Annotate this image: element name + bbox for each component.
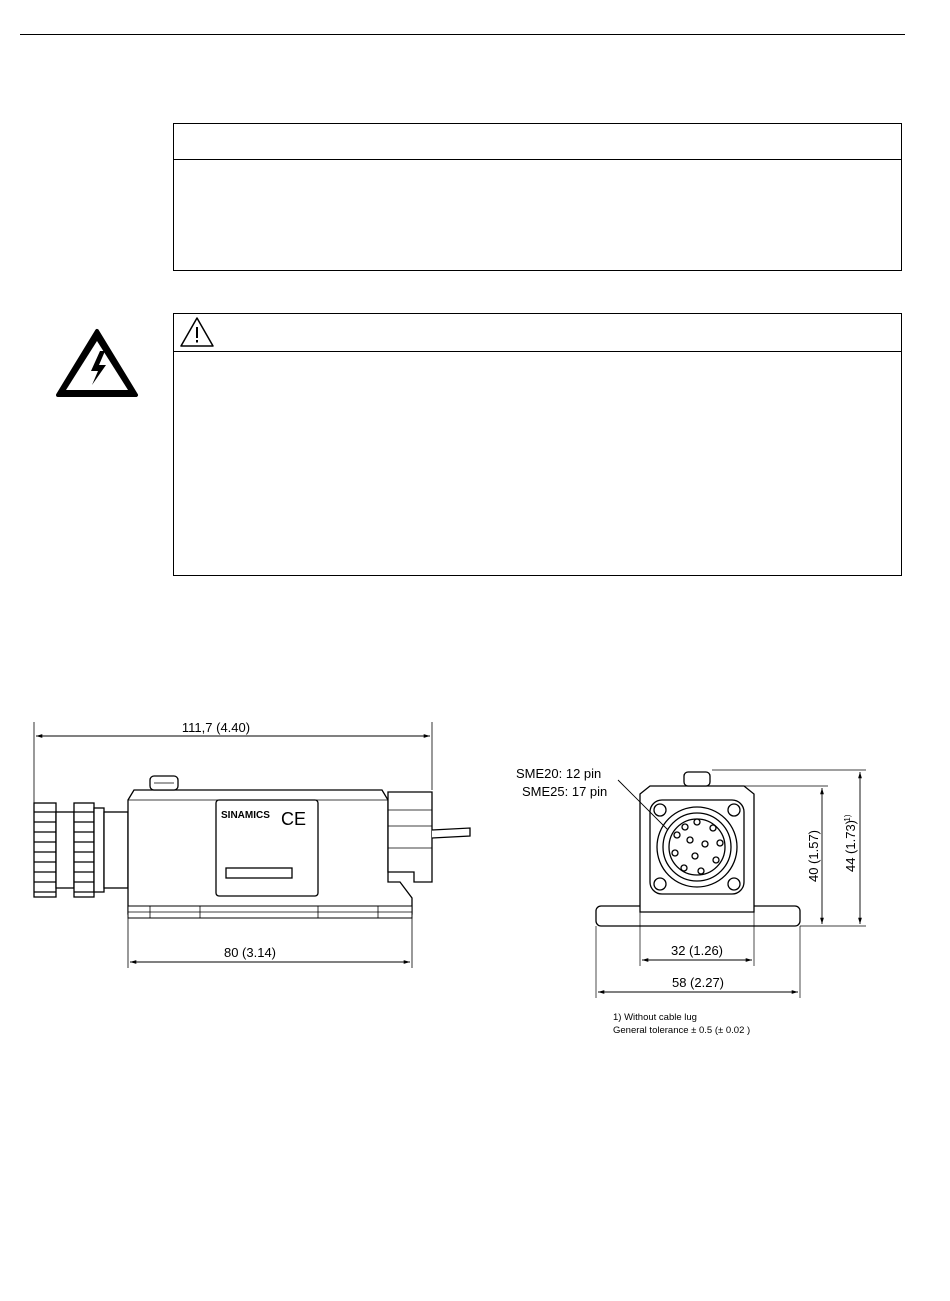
warning-triangle-icon xyxy=(179,316,215,348)
connector xyxy=(34,803,128,897)
height-44-footnote-ref: 1) xyxy=(843,814,852,822)
brand-label: SINAMICS xyxy=(221,810,270,821)
pin-label-sme20: SME20: 12 pin xyxy=(516,766,602,781)
header-rule xyxy=(20,34,905,35)
width-58-label: 58 (2.27) xyxy=(671,975,725,990)
front-view xyxy=(596,770,866,998)
width-32-label: 32 (1.26) xyxy=(670,943,724,958)
base-length-label: 80 (3.14) xyxy=(223,945,277,960)
dimension-drawing xyxy=(0,700,950,1060)
high-voltage-warning-icon xyxy=(54,327,140,399)
warning-box xyxy=(173,313,902,576)
height-40-label: 40 (1.57) xyxy=(806,829,821,883)
overall-length-label: 111,7 (4.40) xyxy=(181,720,251,735)
ce-mark: CE xyxy=(281,809,307,829)
pin-label-sme25: SME25: 17 pin xyxy=(522,784,608,799)
height-44-label: 44 (1.73) xyxy=(843,819,858,873)
side-view xyxy=(34,722,470,968)
footnote-cable-lug: 1) Without cable lug xyxy=(613,1012,697,1023)
notice-box xyxy=(173,123,902,271)
footnote-tolerance: General tolerance ± 0.5 (± 0.02 ) xyxy=(613,1025,751,1036)
notice-header xyxy=(174,124,901,160)
warning-header xyxy=(174,314,901,352)
